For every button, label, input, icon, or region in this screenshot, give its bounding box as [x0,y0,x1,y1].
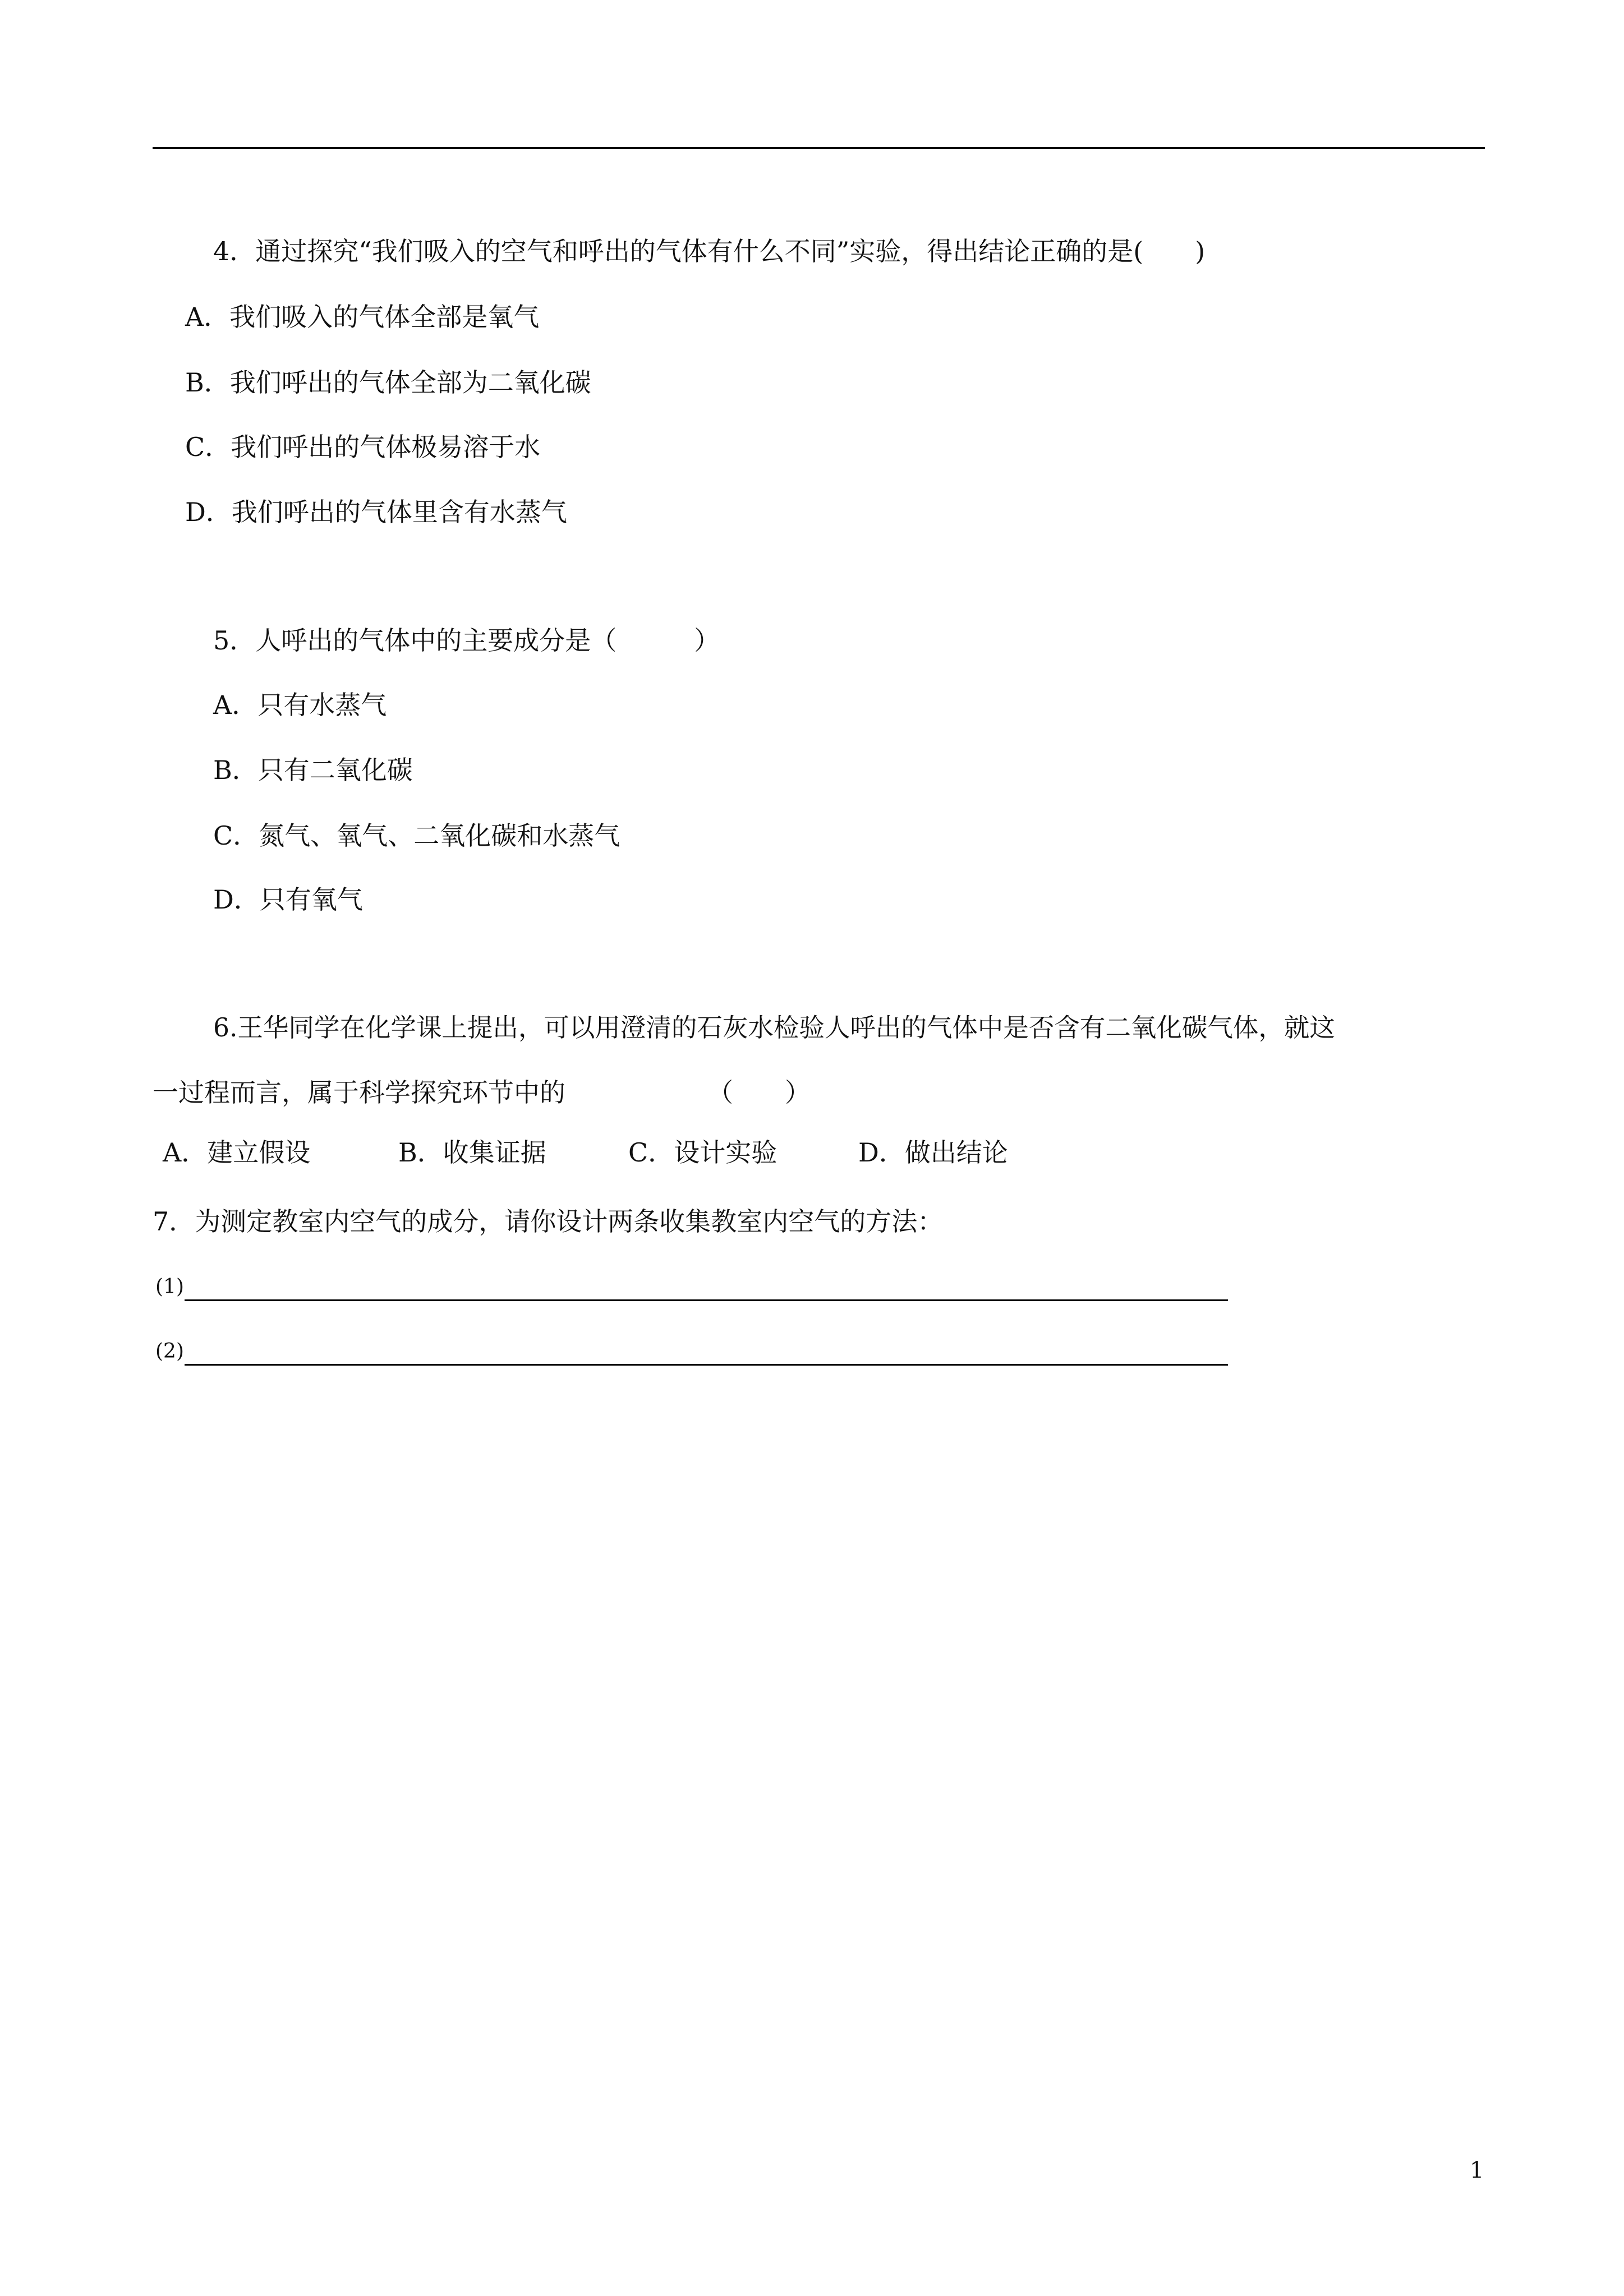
question-6-options [163,1136,1116,1175]
blank-1-number: (1) [155,1275,184,1298]
question-6-option-a: A．建立假设 [163,1137,311,1168]
question-5-option-c: C．氮气、氧气、二氧化碳和水蒸气 [213,820,620,851]
header-rule [153,147,1485,149]
question-7-blank-2[interactable] [155,1335,1230,1368]
question-7-blank-1[interactable] [155,1270,1230,1304]
question-6-stem-line-2: 一过程而言，属于科学探究环节中的 （ ） [153,1077,811,1108]
question-6-option-d: D．做出结论 [858,1137,1008,1168]
blank-2-number: (2) [155,1340,184,1363]
question-6-stem-line-1: 6.王华同学在化学课上提出，可以用澄清的石灰水检验人呼出的气体中是否含有二氧化碳气体，就这 [213,1013,1335,1043]
question-4-option-a: A．我们吸入的气体全部是氧气 [185,302,540,332]
question-5-option-b: B．只有二氧化碳 [213,755,413,785]
question-4-option-b: B．我们呼出的气体全部为二氧化碳 [185,367,591,398]
question-4-option-c: C．我们呼出的气体极易溶于水 [185,432,541,462]
question-5-option-a: A．只有水蒸气 [213,690,387,720]
question-5-option-d: D．只有氧气 [213,884,363,915]
question-4-option-d: D．我们呼出的气体里含有水蒸气 [185,497,567,527]
question-5-stem: 5．人呼出的气体中的主要成分是（ ） [213,625,720,656]
question-7-stem: 7．为测定教室内空气的成分，请你设计两条收集教室内空气的方法： [153,1206,944,1237]
question-4-stem: 4．通过探究“我们吸入的空气和呼出的气体有什么不同”实验，得出结论正确的是( ) [213,236,1206,266]
page-number: 1 [1470,2157,1484,2183]
question-6-option-c: C．设计实验 [628,1137,778,1168]
question-6-option-b: B．收集证据 [398,1137,546,1168]
blank-2-answer-line[interactable] [185,1364,1228,1366]
blank-1-answer-line[interactable] [185,1299,1228,1301]
